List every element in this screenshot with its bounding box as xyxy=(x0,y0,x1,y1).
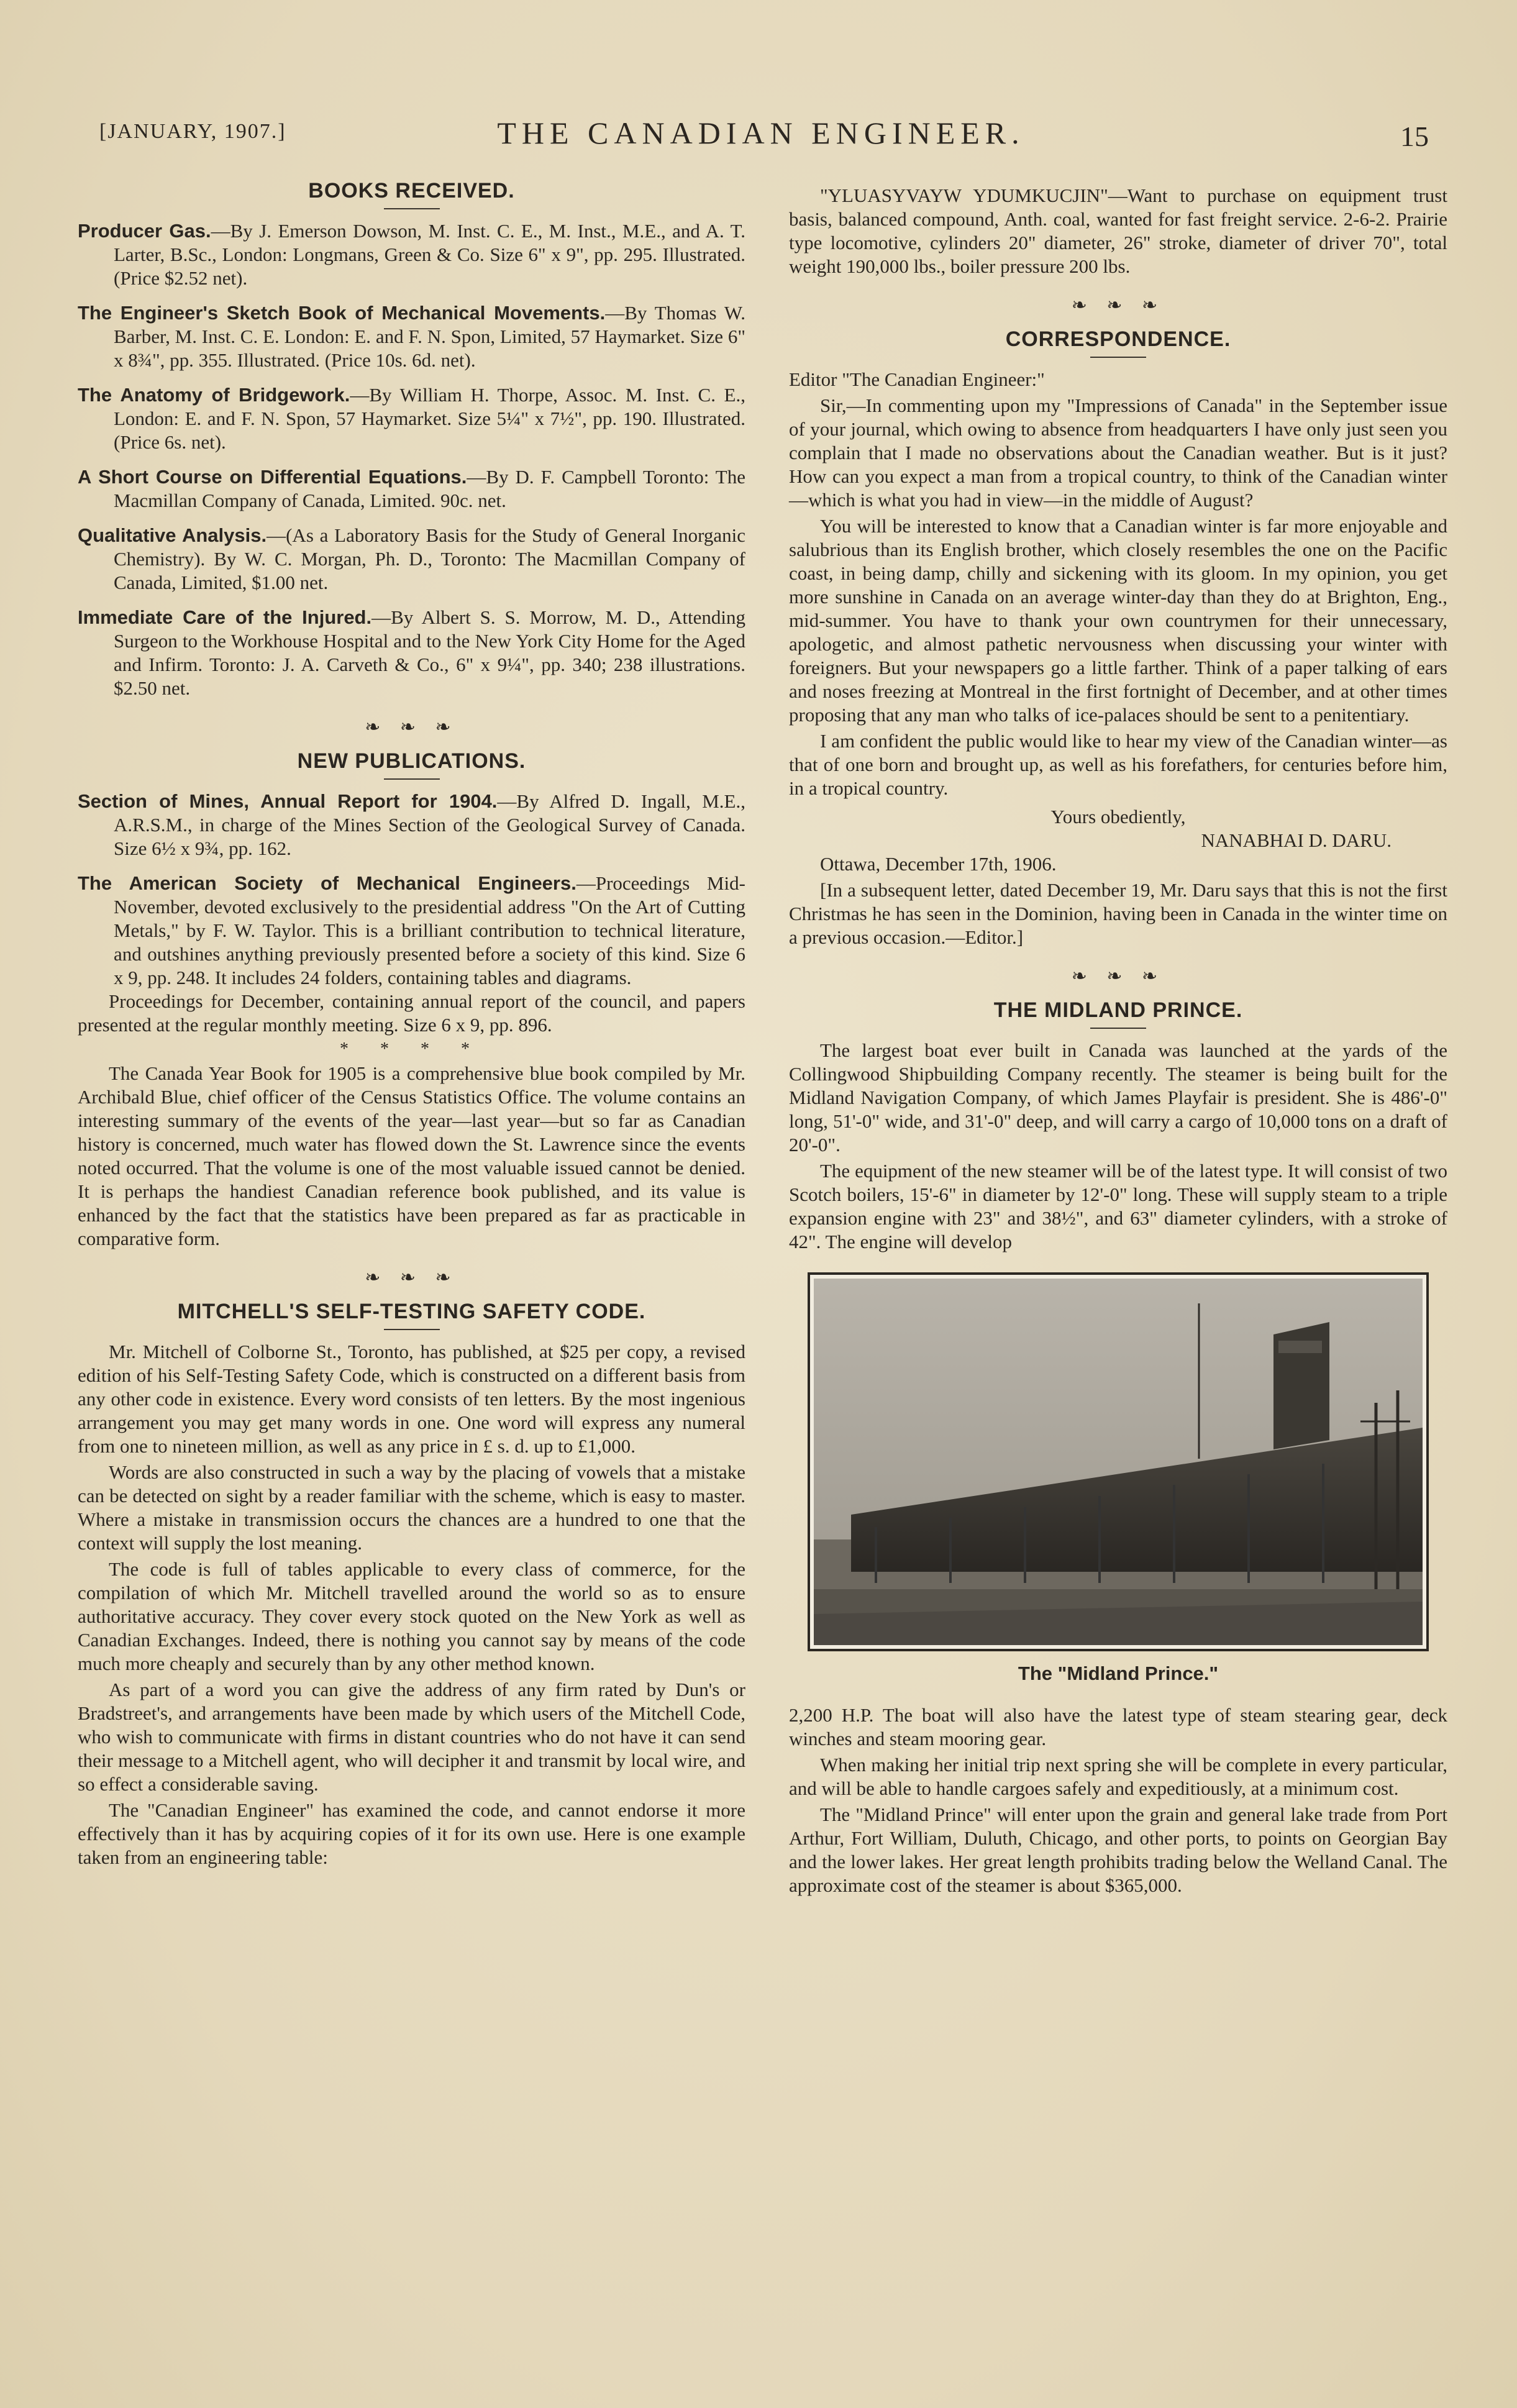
new-publications-section xyxy=(78,749,745,1251)
page-number: 15 xyxy=(1400,121,1429,152)
book-details: —By Thomas W. Barber, M. Inst. C. E. London: E. and F. N. Spon, Limited, 57 Haymarket. Size 6" x 8¾", pp. 355. Illustrated. (Price 10s. 6d. net). xyxy=(114,302,746,371)
letter-paragraph: I am confident the public would like to hear my view of the Canadian winter—as that of one born and brought up, as well as his forefathers, for centuries before him, in a tropical country. xyxy=(789,730,1447,799)
section-title: NEW PUBLICATIONS. xyxy=(297,749,526,773)
steamer-photograph xyxy=(808,1272,1429,1651)
publication-details: —Proceedings Mid-November, devoted exclusively to the presidential address "On the Art of Cutting Metals," by F. W. Taylor. This is a brilliant contribution to technical literature, and outshines anything previously presented before a society of this kind. Size 6 x 9, pp. 248. It includes 24 folders, containing tables and diagrams. xyxy=(114,872,745,988)
book-entry xyxy=(78,465,745,513)
letter-closing: Yours obediently, xyxy=(1050,806,1186,828)
book-details: —By D. F. Campbell Toronto: The Macmillan Company of Canada, Limited. 90c. net. xyxy=(114,466,745,511)
section-title: MITCHELL'S SELF-TESTING SAFETY CODE. xyxy=(177,1300,646,1323)
book-entry xyxy=(78,301,745,372)
code-example-paragraph: "YLUASYVAYW YDUMKUCJIN"—Want to purchase on equipment trust basis, balanced compound, Anth. coal, wanted for fast freight service. 2-6-2. Prairie type locomotive, cylinders 20" diameter, 26" stroke, diameter of driver 70", total weight 190,000 lbs., boiler pressure 200 lbs. xyxy=(789,185,1447,277)
title-rule xyxy=(1090,357,1146,358)
body-paragraph: As part of a word you can give the address of any firm rated by Dun's or Bradstreet's, and arrangements have been made by which users of the Mitchell Code, who wish to communicate with firms in distant countries who do not have it can send their message to a Mitchell agent, who will decipher it and transmit by local wire, and so effect a considerable saving. xyxy=(78,1679,745,1795)
section-ornament: ❧ ❧ ❧ xyxy=(1071,966,1165,987)
body-paragraph: The equipment of the new steamer will be of the latest type. It will consist of two Scotch boilers, 15'-6" in diameter by 12'-0" long. These will supply steam to a triple expansion engine with 23" and 38½", and 63" diameter cylinders, with a stroke of 42". The engine will develop xyxy=(789,1160,1447,1252)
letter-place-date: Ottawa, December 17th, 1906. xyxy=(820,853,1057,875)
section-title: THE MIDLAND PRINCE. xyxy=(993,998,1243,1022)
books-received-section xyxy=(78,179,745,700)
correspondence-section xyxy=(789,327,1447,949)
book-title: Immediate Care of the Injured. xyxy=(78,606,372,628)
body-paragraph: 2,200 H.P. The boat will also have the latest type of steam stearing gear, deck winches and steam mooring gear. xyxy=(789,1704,1447,1749)
book-title: The Anatomy of Bridgework. xyxy=(78,384,350,406)
photo-caption: The "Midland Prince." xyxy=(1018,1662,1219,1684)
proceedings-paragraph: Proceedings for December, containing annual report of the council, and papers presented at the regular monthly meeting. Size 6 x 9, pp. 896. xyxy=(78,990,745,1036)
page-header xyxy=(93,115,1429,158)
title-rule xyxy=(384,778,440,780)
section-title: CORRESPONDENCE. xyxy=(1005,327,1231,351)
section-ornament: ❧ ❧ ❧ xyxy=(365,1267,458,1288)
book-details: —By J. Emerson Dowson, M. Inst. C. E., M. Inst., M.E., and A. T. Larter, B.Sc., London: Longmans, Green & Co. Size 6" x 9", pp. 295. Illustrated. (Price $2.52 net). xyxy=(114,220,746,289)
publication-title: Section of Mines, Annual Report for 1904. xyxy=(78,790,498,812)
book-details: —(As a Laboratory Basis for the Study of General Inorganic Chemistry). By W. C. Morgan, Ph. D., Toronto: The Macmillan Company of Canada, Limited, $1.00 net. xyxy=(114,524,745,593)
body-paragraph: The largest boat ever built in Canada was launched at the yards of the Collingwood Shipbuilding Company recently. The steamer is being built for the Midland Navigation Company, of which James Playfair is president. She is 486'-0" long, 51'-0" wide, and 31'-0" deep, and will carry a cargo of 10,000 tons on a draft of 20'-0". xyxy=(789,1039,1447,1156)
title-rule xyxy=(384,1329,440,1330)
body-paragraph: The code is full of tables applicable to every class of commerce, for the compilation of which Mr. Mitchell travelled around the world so as to ensure authoritative accuracy. They cover every stock quoted on the New York as well as Canadian Exchanges. Indeed, there is nothing you cannot say by means of the code much more cheaply and securely than by any other method known. xyxy=(78,1558,745,1674)
publication-entry xyxy=(78,872,745,990)
letter-signature: NANABHAI D. DARU. xyxy=(1201,829,1392,851)
book-entry xyxy=(78,219,745,290)
body-paragraph: Mr. Mitchell of Colborne St., Toronto, has published, at $25 per copy, a revised edition of his Self-Testing Safety Code, which is constructed on a different basis from any other code in existence. Every word consists of ten letters. By the most ingenious arrangement you may get many words in one. One word will express any numeral from one to nineteen million, as well as any price in £ s. d. up to £1,000. xyxy=(78,1341,745,1457)
book-entry xyxy=(78,524,745,595)
publication-title: The American Society of Mechanical Engineers. xyxy=(78,872,576,894)
midland-prince-section xyxy=(789,998,1447,1897)
letter-paragraph: Sir,—In commenting upon my "Impressions of Canada" in the September issue of your journal, which owing to absence from headquarters I have only just seen you complain that I made no observations about the Canadian weather. But is it just? How can you expect a man from a tropical country, to think of the Canadian winter—which is what you had in view—in the middle of August? xyxy=(789,394,1447,511)
body-paragraph: When making her initial trip next spring she will be complete in every particular, and will be able to handle cargoes safely and expeditiously, at a minimum cost. xyxy=(789,1754,1447,1799)
title-rule xyxy=(384,208,440,209)
section-title: BOOKS RECEIVED. xyxy=(308,179,515,203)
book-title: A Short Course on Differential Equations. xyxy=(78,466,467,488)
letter-paragraph: You will be interested to know that a Canadian winter is far more enjoyable and salubrious than its English brother, which closely resembles the one on the Pacific coast, in being damp, chilly and sickening with its gloom. In my opinion, you get more sunshine in Canada on an average winter-day than they do at Brighton, Eng., mid-summer. You have to thank your own countrymen for their unnecessary, apologetic, and almost pathetic nervousness when discussing your winter with foreigners. But your newspapers go a little farther. Think of a paper talking of ears and noses freezing at Montreal in the first fortnight of December, and at other times proposing that any man who talks of ice-palaces should be sent to a penitentiary. xyxy=(789,515,1447,726)
book-details: —By Albert S. S. Morrow, M. D., Attending Surgeon to the Workhouse Hospital and to the New York City Home for the Aged and Infirm. Toronto: J. A. Carveth & Co., 6" x 9¼", pp. 340; 238 illustrations. $2.50 net. xyxy=(114,606,745,699)
ship-on-slipway-image xyxy=(814,1279,1423,1645)
book-title: Qualitative Analysis. xyxy=(78,524,267,546)
book-title: The Engineer's Sketch Book of Mechanical Movements. xyxy=(78,302,606,324)
section-ornament: ❧ ❧ ❧ xyxy=(1071,295,1165,316)
body-paragraph: The "Midland Prince" will enter upon the grain and general lake trade from Port Arthur, Fort William, Duluth, Chicago, and other ports, to points on Georgian Bay and the lower lakes. Her great length prohibits trading below the Welland Canal. The approximate cost of the steamer is about $365,000. xyxy=(789,1804,1447,1896)
book-entry xyxy=(78,383,745,454)
journal-title: THE CANADIAN ENGINEER. xyxy=(497,116,1025,150)
title-rule xyxy=(1090,1028,1146,1029)
left-column xyxy=(78,168,745,1872)
right-column xyxy=(789,168,1447,1900)
book-title: Producer Gas. xyxy=(78,220,211,242)
publication-entry xyxy=(78,790,745,860)
body-paragraph: The "Canadian Engineer" has examined the code, and cannot endorse it more effectively than it has by acquiring copies of it for its own use. Here is one example taken from an engineering table: xyxy=(78,1799,745,1868)
book-details: —By William H. Thorpe, Assoc. M. Inst. C. E., London: E. and F. N. Spon, 57 Haymarket. Size 5¼" x 7½", pp. 190. Illustrated. (Price 6s. net). xyxy=(114,384,745,453)
publication-details: —By Alfred D. Ingall, M.E., A.R.S.M., in charge of the Mines Section of the Geological Survey of Canada. Size 6½ x 9¾, pp. 162. xyxy=(114,790,745,859)
mitchell-section xyxy=(78,1300,745,1869)
body-paragraph: Words are also constructed in such a way by the placing of vowels that a mistake can be detected on sight by a reader familiar with the scheme, which is easy to master. Where a mistake in transmission occurs the chances are a hundred to one that the context will supply the lost meaning. xyxy=(78,1461,745,1554)
book-entry xyxy=(78,606,745,700)
issue-date: [JANUARY, 1907.] xyxy=(99,120,286,143)
letter-salutation: Editor "The Canadian Engineer:" xyxy=(789,368,1045,390)
editor-note: [In a subsequent letter, dated December 19, Mr. Daru says that this is not the first Christmas he has seen in the Dominion, having been in Canada in the winter time on a previous occasion.—Editor.] xyxy=(789,879,1447,948)
section-ornament: ❧ ❧ ❧ xyxy=(365,717,458,737)
stars-divider: * * * * xyxy=(340,1039,483,1059)
year-book-paragraph: The Canada Year Book for 1905 is a comprehensive blue book compiled by Mr. Archibald Blue, chief officer of the Census Statistics Office. The volume contains an interesting summary of the events of the year—last year—but so far as Canadian history is concerned, much water has flowed down the St. Lawrence since the events noted occurred. That the volume is one of the most valuable issued cannot be denied. It is perhaps the handiest Canadian reference book published, and its value is enhanced by the fact that the statistics have been prepared as far as practicable in comparative form. xyxy=(78,1062,745,1249)
